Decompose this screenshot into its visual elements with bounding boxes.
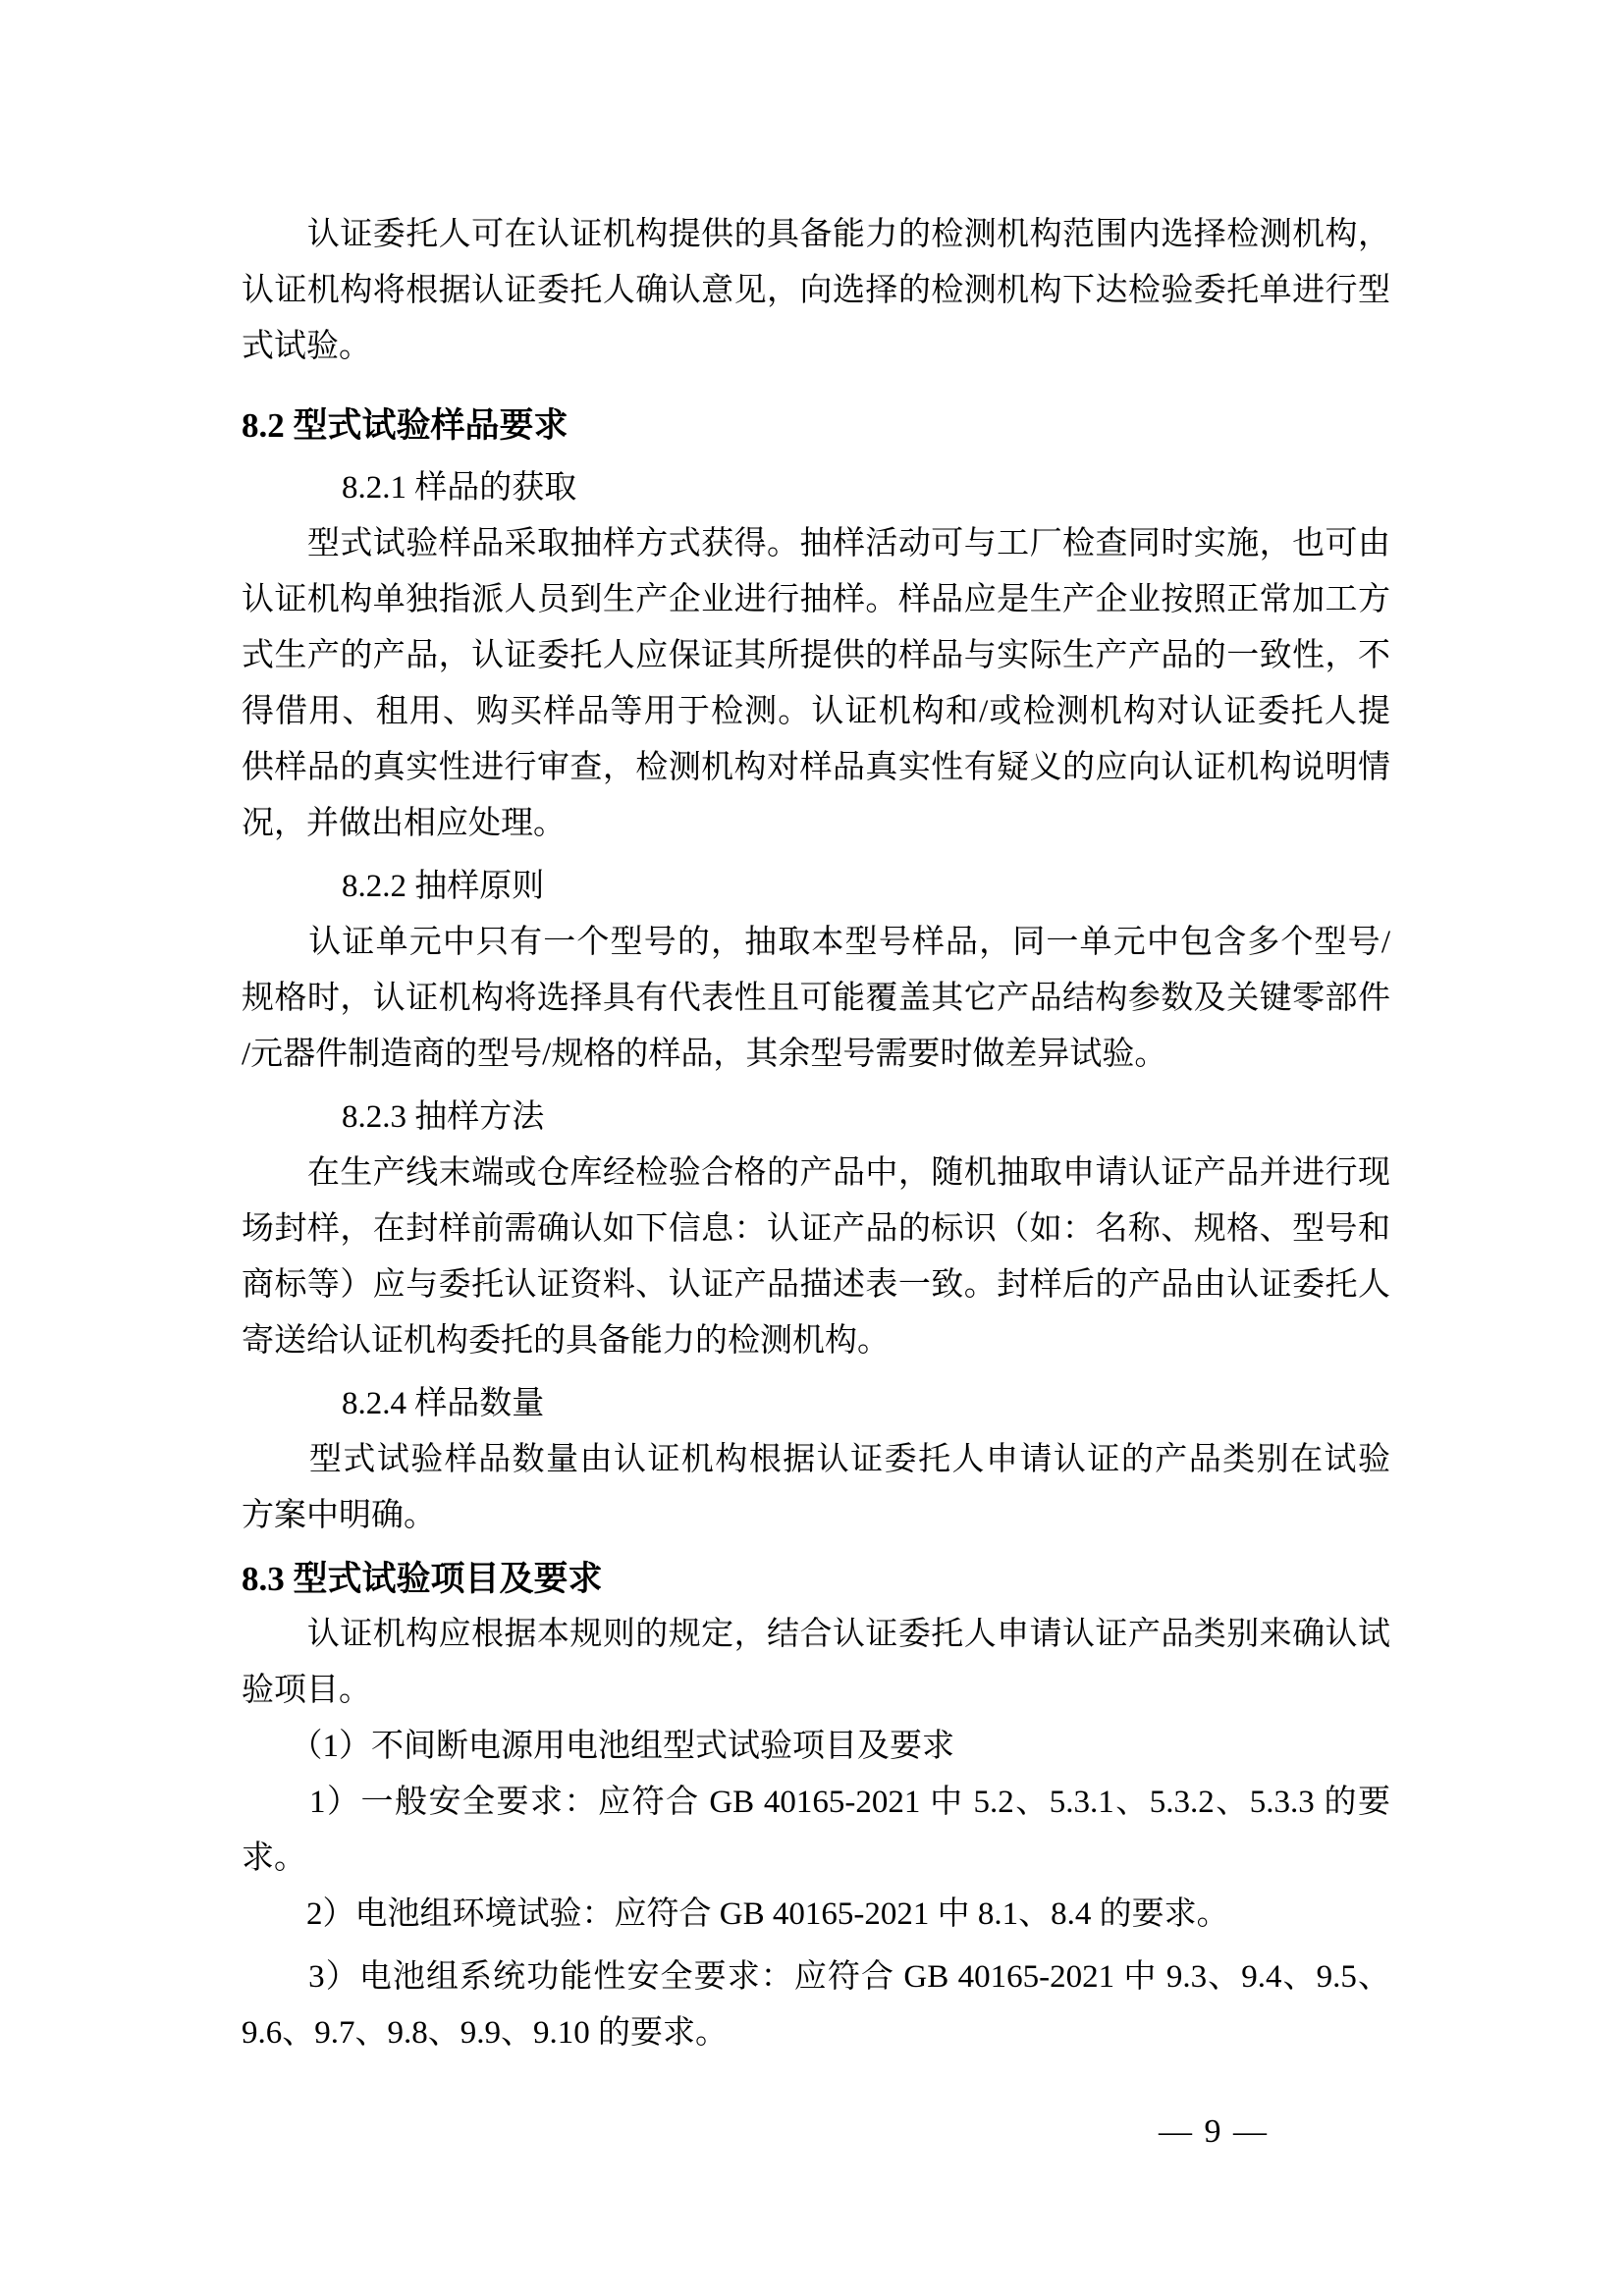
intro-paragraph: 认证委托人可在认证机构提供的具备能力的检测机构范围内选择检测机构， 认证机构将根据认证委托人确认意见，向选择的检测机构下达检验委托单进行型 式试验。 [242,217,1390,364]
paragraph-item-1-title: （1）不间断电源用电池组型式试验项目及要求 [242,1729,954,1764]
section-8-3-heading: 8.3 型式试验项目及要求 [242,1560,603,1598]
paragraph-sample-quantity: 型式试验样品数量由认证机构根据认证委托人申请认证的产品类别在试验 方案中明确。 [242,1442,1390,1533]
subsection-8-2-4-heading: 8.2.4 样品数量 [342,1386,545,1421]
paragraph-test-items-intro: 认证机构应根据本规则的规定，结合认证委托人申请认证产品类别来确认试 验项目。 [242,1617,1390,1708]
paragraph-list-item-1: 1）一般安全要求：应符合 GB 40165-2021 中 5.2、5.3.1、5.3.2、5.3.3 的要 求。 [242,1785,1390,1876]
paragraph-list-item-3: 3）电池组系统功能性安全要求：应符合 GB 40165-2021 中 9.3、9.4、9.5、 9.6、9.7、9.8、9.9、9.10 的要求。 [242,1959,1390,2051]
paragraph-sampling-method: 在生产线末端或仓库经检验合格的产品中，随机抽取申请认证产品并进行现 场封样，在封样前需确认如下信息：认证产品的标识（如：名称、规格、型号和 商标等）应与委托认证资料、认证产品描述表一致。封样后的产品由认证委托人 寄送给认证机构委托的具备能力的检测机构。 [242,1155,1390,1359]
paragraph-sampling-principle: 认证单元中只有一个型号的，抽取本型号样品，同一单元中包含多个型号/ 规格时，认证机构将选择具有代表性且可能覆盖其它产品结构参数及关键零部件 /元器件制造商的型号/规格的样品，其余型号需要时做差异试验。 [242,925,1390,1072]
subsection-8-2-2-heading: 8.2.2 抽样原则 [342,869,545,904]
page-number: — 9 — [1159,2113,1269,2150]
paragraph-list-item-2: 2）电池组环境试验：应符合 GB 40165-2021 中 8.1、8.4 的要求。 [242,1896,1229,1932]
section-8-2-heading: 8.2 型式试验样品要求 [242,406,568,445]
subsection-8-2-1-heading: 8.2.1 样品的获取 [342,470,577,506]
paragraph-sample-acquisition: 型式试验样品采取抽样方式获得。抽样活动可与工厂检查同时实施，也可由 认证机构单独指派人员到生产企业进行抽样。样品应是生产企业按照正常加工方 式生产的产品，认证委托人应保证其所提供的样品与实际生产产品的一致性，不 得借用、租用、购买样品等用于检测。认证机构和/或检测机构对认证委托人提 供样品的真实性进行审查，检测机构对样品真实性有疑义的应向认证机构说明情 况，并做出相应处理。 [242,526,1390,841]
page-content [242,207,1390,2061]
subsection-8-2-3-heading: 8.2.3 抽样方法 [342,1099,545,1135]
